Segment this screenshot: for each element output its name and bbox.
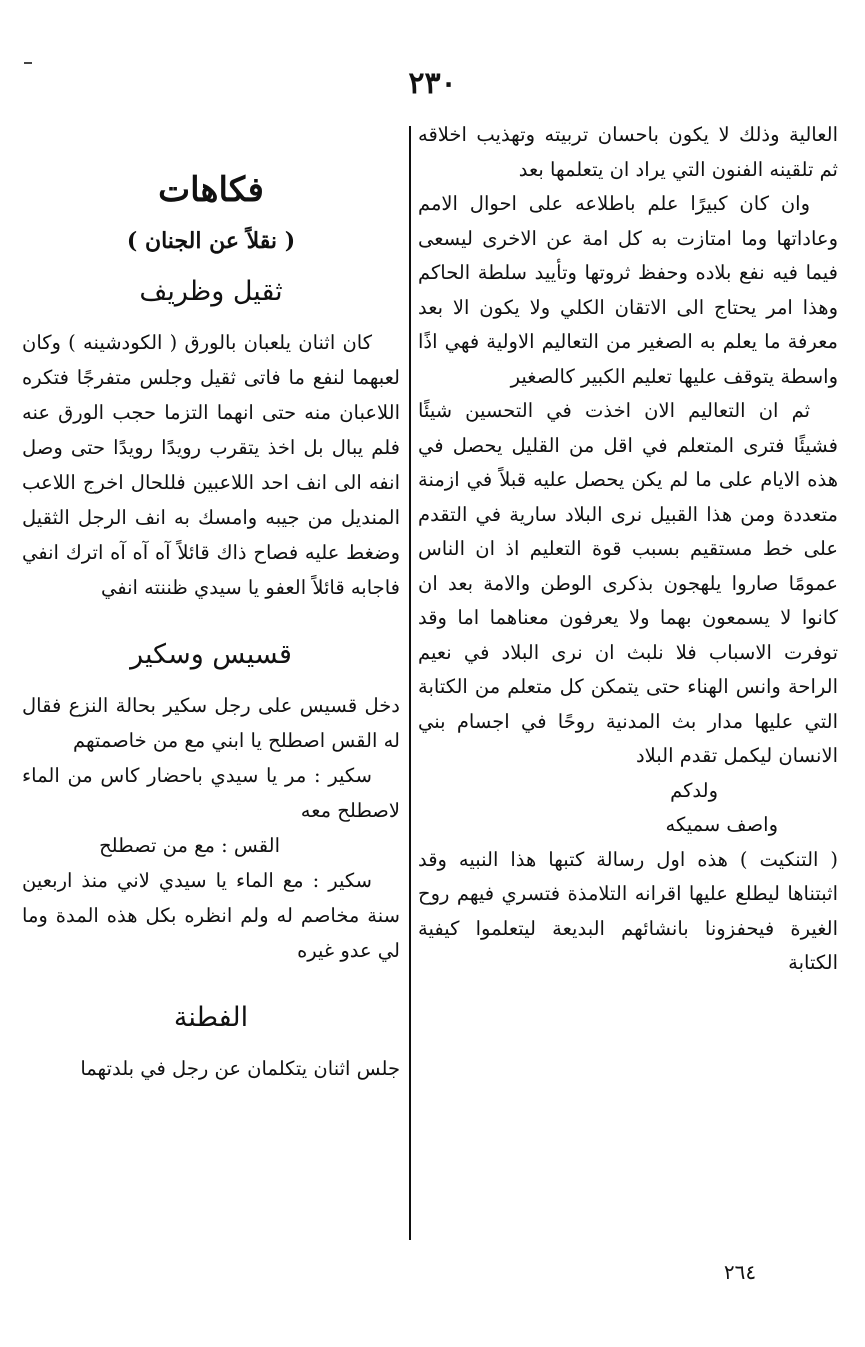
right-paragraph-2: وان كان كبيرًا علم باطلاعه على احوال الامم وعاداتها وما امتازت به كل امة عن الاخرى ليسعى فيما فيه نفع بلاده وحفظ ثروتها وتأييد سلطة الحاكم وهذا امر يحتاج الى الاتقان الكلي ولا يكون الا بعد معرفة ما يعلم به الصغير من التعاليم الاولية فهي اذًا واسطة يتوقف عليها تعليم الكبير كالصغير [418,192,838,388]
signature-line-1: ولدكم [670,778,718,802]
section-subtitle: ( نقلاً عن الجنان ) [126,228,296,254]
story-2-paragraph-2: سكير : مر يا سيدي باحضار كاس من الماء لاصطلح معه [22,764,400,822]
margin-mark [24,62,32,64]
story-heading-3: الفطنة [173,1002,249,1033]
footer-number: ٢٦٤ [723,1260,757,1284]
page-number: ٢٣٠ [408,66,457,101]
left-column [22,118,400,1086]
story-2-paragraph-4: سكير : مع الماء يا سيدي لاني منذ اربعين سنة مخاصم له ولم انظره بكل هذه المدة وما لي عدو غيره [22,869,400,962]
signature-line-2: واصف سميكه [665,813,778,836]
right-paragraph-1: العالية وذلك لا يكون باحسان تربيته وتهذيب اخلاقه ثم تلقينه الفنون التي يراد ان يتعلمها بعد [418,123,838,181]
story-1-paragraph: كان اثنان يلعبان بالورق ( الكودشينه ) وكان لعبهما لنفع ما فاتى ثقيل وجلس متفرجًا فتكره اللاعبان منه حتى انهما التزما حجب الورق عنه فلم يبال بل اخذ يتقرب رويدًا رويدًا حتى وصل انفه الى انف احد اللاعبين فللحال اخرج اللاعب المنديل من جيبه وامسك به انف الرجل الثقيل وضغط عليه فصاح ذاك قائلاً آه آه آه اترك انفي فاجابه قائلاً العفو يا سيدي ظننته انفي [22,331,400,599]
story-heading-1: ثقيل وظريف [139,276,283,307]
story-2-paragraph-3: القس : مع من تصطلح [99,834,280,857]
story-3-paragraph: جلس اثنان يتكلمان عن رجل في بلدتهما [80,1057,400,1080]
story-2-paragraph-1: دخل قسيس على رجل سكير بحالة النزع فقال له القس اصطلح يا ابني مع من خاصمتهم [22,694,400,752]
story-heading-2: قسيس وسكير [130,639,292,670]
right-paragraph-3: ثم ان التعاليم الان اخذت في التحسين شيئًا فشيئًا فترى المتعلم في اقل من القليل يحصل في هذه الايام على ما لم يكن يحصل عليه قبلاً في ازمنة متعددة ومن هذا القبيل نرى البلاد سارية في التقدم على خط مستقيم بسبب قوة التعليم اذ ان الناس عمومًا صاروا يلهجون بذكرى الوطن والامة بعد ان كانوا لا يسمعون بهما ولا يعرفون معناهما اما وقد توفرت الاسباب فلا نلبث ان نرى البلاد في نعيم الراحة وانس الهناء حتى يتمكن كل متعلم من الكتابة التي عليها مدار بث المدنية روحًا في اجسام بني الانسان ليكمل تقدم البلاد [418,399,838,767]
column-divider [409,126,411,1240]
editor-note: ( التنكيت ) هذه اول رسالة كتبها هذا النبيه وقد اثبتناها ليطلع عليها اقرانه التلامذة فتسري فيهم روح الغيرة فيحفزونا بانشائهم البديعة ليتعلموا كيفية الكتابة [418,847,838,974]
right-column [418,118,838,981]
section-title: فكاهات [158,170,264,210]
